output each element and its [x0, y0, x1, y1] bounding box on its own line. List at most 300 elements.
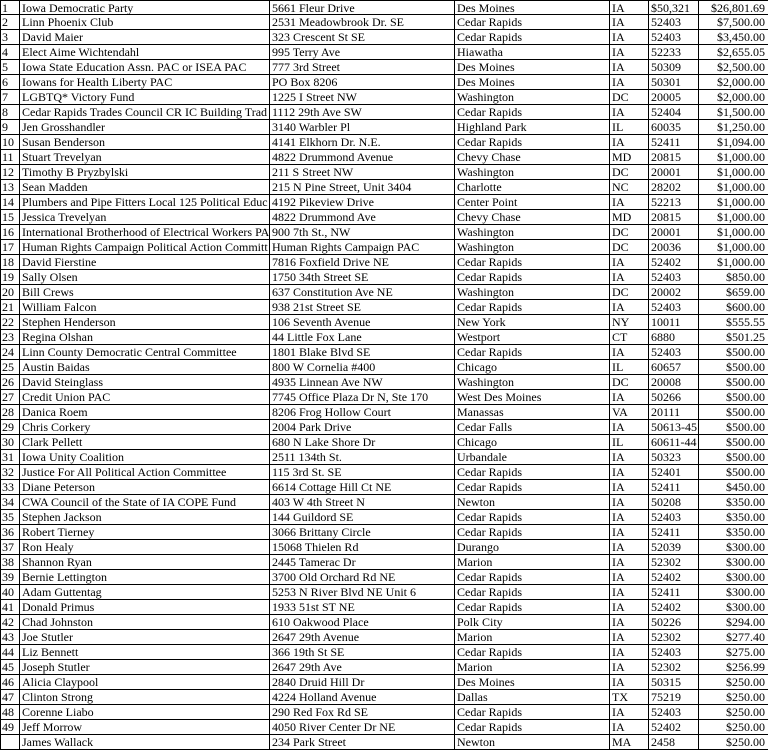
address-cell[interactable]: 1750 34th Street SE	[270, 270, 455, 285]
contributor-name-cell[interactable]: Susan Benderson	[20, 135, 270, 150]
amount-cell[interactable]: $500.00	[699, 345, 768, 360]
address-cell[interactable]: 4822 Drummond Avenue	[270, 150, 455, 165]
city-cell[interactable]: Cedar Rapids	[455, 570, 610, 585]
address-cell[interactable]: 211 S Street NW	[270, 165, 455, 180]
contributor-name-cell[interactable]: Stephen Henderson	[20, 315, 270, 330]
city-cell[interactable]: Des Moines	[455, 75, 610, 90]
state-cell[interactable]: IA	[610, 720, 649, 735]
amount-cell[interactable]: $1,000.00	[699, 150, 768, 165]
address-cell[interactable]: 6614 Cottage Hill Ct NE	[270, 480, 455, 495]
contributor-name-cell[interactable]: Sean Madden	[20, 180, 270, 195]
city-cell[interactable]: Cedar Rapids	[455, 345, 610, 360]
zip-cell[interactable]: 52403	[649, 270, 699, 285]
row-number-cell[interactable]: 6	[0, 75, 20, 90]
state-cell[interactable]: NC	[610, 180, 649, 195]
contributor-name-cell[interactable]: David Maier	[20, 30, 270, 45]
row-number-cell[interactable]: 47	[0, 690, 20, 705]
row-number-cell[interactable]	[0, 735, 20, 750]
amount-cell[interactable]: $1,500.00	[699, 105, 768, 120]
amount-cell[interactable]: $1,000.00	[699, 195, 768, 210]
zip-cell[interactable]: 52403	[649, 345, 699, 360]
address-cell[interactable]: 1933 51st ST NE	[270, 600, 455, 615]
row-number-cell[interactable]: 28	[0, 405, 20, 420]
state-cell[interactable]: IA	[610, 195, 649, 210]
amount-cell[interactable]: $300.00	[699, 600, 768, 615]
amount-cell[interactable]: $1,000.00	[699, 255, 768, 270]
address-cell[interactable]: 323 Crescent St SE	[270, 30, 455, 45]
address-cell[interactable]: 2445 Tamerac Dr	[270, 555, 455, 570]
row-number-cell[interactable]: 42	[0, 615, 20, 630]
contributor-name-cell[interactable]: Chris Corkery	[20, 420, 270, 435]
city-cell[interactable]: Cedar Falls	[455, 420, 610, 435]
zip-cell[interactable]: 52403	[649, 15, 699, 30]
address-cell[interactable]: 900 7th St., NW	[270, 225, 455, 240]
amount-cell[interactable]: $1,000.00	[699, 165, 768, 180]
city-cell[interactable]: Marion	[455, 660, 610, 675]
zip-cell[interactable]: 52302	[649, 555, 699, 570]
row-number-cell[interactable]: 18	[0, 255, 20, 270]
contributor-name-cell[interactable]: William Falcon	[20, 300, 270, 315]
amount-cell[interactable]: $275.00	[699, 645, 768, 660]
zip-cell[interactable]: 52402	[649, 720, 699, 735]
zip-cell[interactable]: 52411	[649, 585, 699, 600]
row-number-cell[interactable]: 31	[0, 450, 20, 465]
state-cell[interactable]: IA	[610, 270, 649, 285]
amount-cell[interactable]: $555.55	[699, 315, 768, 330]
row-number-cell[interactable]: 1	[0, 0, 20, 15]
amount-cell[interactable]: $500.00	[699, 465, 768, 480]
state-cell[interactable]: IA	[610, 555, 649, 570]
contributor-name-cell[interactable]: LGBTQ* Victory Fund	[20, 90, 270, 105]
address-cell[interactable]: 234 Park Street	[270, 735, 455, 750]
city-cell[interactable]: Marion	[455, 555, 610, 570]
zip-cell[interactable]: 52404	[649, 105, 699, 120]
amount-cell[interactable]: $1,250.00	[699, 120, 768, 135]
city-cell[interactable]: Washington	[455, 240, 610, 255]
amount-cell[interactable]: $250.00	[699, 690, 768, 705]
contributor-name-cell[interactable]: Iowans for Health Liberty PAC	[20, 75, 270, 90]
city-cell[interactable]: Urbandale	[455, 450, 610, 465]
city-cell[interactable]: Marion	[455, 630, 610, 645]
city-cell[interactable]: Durango	[455, 540, 610, 555]
contributor-name-cell[interactable]: Credit Union PAC	[20, 390, 270, 405]
contributor-name-cell[interactable]: David Fierstine	[20, 255, 270, 270]
state-cell[interactable]: IA	[610, 255, 649, 270]
amount-cell[interactable]: $2,000.00	[699, 90, 768, 105]
address-cell[interactable]: 115 3rd St. SE	[270, 465, 455, 480]
zip-cell[interactable]: 52402	[649, 600, 699, 615]
state-cell[interactable]: DC	[610, 375, 649, 390]
address-cell[interactable]: 1225 I Street NW	[270, 90, 455, 105]
contributor-name-cell[interactable]: Chad Johnston	[20, 615, 270, 630]
row-number-cell[interactable]: 22	[0, 315, 20, 330]
zip-cell[interactable]: 6880	[649, 330, 699, 345]
address-cell[interactable]: 4935 Linnean Ave NW	[270, 375, 455, 390]
amount-cell[interactable]: $1,000.00	[699, 210, 768, 225]
state-cell[interactable]: MD	[610, 210, 649, 225]
zip-cell[interactable]: 52403	[649, 705, 699, 720]
state-cell[interactable]: IA	[610, 60, 649, 75]
amount-cell[interactable]: $850.00	[699, 270, 768, 285]
state-cell[interactable]: DC	[610, 240, 649, 255]
address-cell[interactable]: 610 Oakwood Place	[270, 615, 455, 630]
address-cell[interactable]: 637 Constitution Ave NE	[270, 285, 455, 300]
zip-cell[interactable]: 10011	[649, 315, 699, 330]
zip-cell[interactable]: $50,321	[649, 0, 699, 15]
amount-cell[interactable]: $250.00	[699, 720, 768, 735]
contributor-name-cell[interactable]: Bill Crews	[20, 285, 270, 300]
state-cell[interactable]: IA	[610, 480, 649, 495]
city-cell[interactable]: Chicago	[455, 435, 610, 450]
zip-cell[interactable]: 52403	[649, 645, 699, 660]
state-cell[interactable]: IA	[610, 600, 649, 615]
zip-cell[interactable]: 52402	[649, 570, 699, 585]
address-cell[interactable]: 3066 Brittany Circle	[270, 525, 455, 540]
state-cell[interactable]: IA	[610, 705, 649, 720]
city-cell[interactable]: Des Moines	[455, 675, 610, 690]
address-cell[interactable]: 2840 Druid Hill Dr	[270, 675, 455, 690]
zip-cell[interactable]: 50208	[649, 495, 699, 510]
amount-cell[interactable]: $1,000.00	[699, 240, 768, 255]
contributor-name-cell[interactable]: Adam Guttentag	[20, 585, 270, 600]
city-cell[interactable]: Des Moines	[455, 60, 610, 75]
state-cell[interactable]: DC	[610, 90, 649, 105]
city-cell[interactable]: Cedar Rapids	[455, 135, 610, 150]
state-cell[interactable]: IA	[610, 525, 649, 540]
address-cell[interactable]: 5253 N River Blvd NE Unit 6	[270, 585, 455, 600]
zip-cell[interactable]: 2458	[649, 735, 699, 750]
city-cell[interactable]: Dallas	[455, 690, 610, 705]
row-number-cell[interactable]: 4	[0, 45, 20, 60]
zip-cell[interactable]: 52401	[649, 465, 699, 480]
amount-cell[interactable]: $300.00	[699, 570, 768, 585]
state-cell[interactable]: CT	[610, 330, 649, 345]
address-cell[interactable]: 5661 Fleur Drive	[270, 0, 455, 15]
amount-cell[interactable]: $250.00	[699, 705, 768, 720]
state-cell[interactable]: MA	[610, 735, 649, 750]
address-cell[interactable]: 15068 Thielen Rd	[270, 540, 455, 555]
city-cell[interactable]: Cedar Rapids	[455, 645, 610, 660]
row-number-cell[interactable]: 38	[0, 555, 20, 570]
contributor-name-cell[interactable]: James Wallack	[20, 735, 270, 750]
amount-cell[interactable]: $500.00	[699, 420, 768, 435]
amount-cell[interactable]: $500.00	[699, 375, 768, 390]
amount-cell[interactable]: $277.40	[699, 630, 768, 645]
row-number-cell[interactable]: 8	[0, 105, 20, 120]
state-cell[interactable]: IA	[610, 660, 649, 675]
city-cell[interactable]: Cedar Rapids	[455, 300, 610, 315]
row-number-cell[interactable]: 26	[0, 375, 20, 390]
amount-cell[interactable]: $500.00	[699, 435, 768, 450]
city-cell[interactable]: Cedar Rapids	[455, 105, 610, 120]
contributor-name-cell[interactable]: Diane Peterson	[20, 480, 270, 495]
state-cell[interactable]: IA	[610, 420, 649, 435]
row-number-cell[interactable]: 29	[0, 420, 20, 435]
state-cell[interactable]: TX	[610, 690, 649, 705]
contributor-name-cell[interactable]: Robert Tierney	[20, 525, 270, 540]
row-number-cell[interactable]: 7	[0, 90, 20, 105]
city-cell[interactable]: Chevy Chase	[455, 150, 610, 165]
address-cell[interactable]: 144 Guildord SE	[270, 510, 455, 525]
city-cell[interactable]: Cedar Rapids	[455, 705, 610, 720]
amount-cell[interactable]: $500.00	[699, 405, 768, 420]
contributor-name-cell[interactable]: Human Rights Campaign Political Action Committ	[20, 240, 270, 255]
address-cell[interactable]: 4192 Pikeview Drive	[270, 195, 455, 210]
state-cell[interactable]: IA	[610, 105, 649, 120]
zip-cell[interactable]: 52403	[649, 30, 699, 45]
row-number-cell[interactable]: 2	[0, 15, 20, 30]
row-number-cell[interactable]: 20	[0, 285, 20, 300]
amount-cell[interactable]: $501.25	[699, 330, 768, 345]
contributor-name-cell[interactable]: Donald Primus	[20, 600, 270, 615]
city-cell[interactable]: Westport	[455, 330, 610, 345]
row-number-cell[interactable]: 16	[0, 225, 20, 240]
city-cell[interactable]: Charlotte	[455, 180, 610, 195]
state-cell[interactable]: IA	[610, 645, 649, 660]
contributor-name-cell[interactable]: Jessica Trevelyan	[20, 210, 270, 225]
amount-cell[interactable]: $500.00	[699, 360, 768, 375]
row-number-cell[interactable]: 3	[0, 30, 20, 45]
row-number-cell[interactable]: 35	[0, 510, 20, 525]
address-cell[interactable]: Human Rights Campaign PAC	[270, 240, 455, 255]
zip-cell[interactable]: 50613-45	[651, 420, 697, 434]
amount-cell[interactable]: $3,450.00	[699, 30, 768, 45]
state-cell[interactable]: VA	[610, 405, 649, 420]
address-cell[interactable]: 4141 Elkhorn Dr. N.E.	[270, 135, 455, 150]
zip-cell[interactable]: 52039	[649, 540, 699, 555]
row-number-cell[interactable]: 21	[0, 300, 20, 315]
amount-cell[interactable]: $256.99	[699, 660, 768, 675]
contributor-name-cell[interactable]: Stuart Trevelyan	[20, 150, 270, 165]
row-number-cell[interactable]: 37	[0, 540, 20, 555]
address-cell[interactable]: 4224 Holland Avenue	[270, 690, 455, 705]
zip-cell[interactable]: 20111	[649, 405, 699, 420]
amount-cell[interactable]: $26,801.69	[699, 0, 768, 15]
amount-cell[interactable]: $300.00	[699, 540, 768, 555]
contributor-name-cell[interactable]: Linn County Democratic Central Committee	[20, 345, 270, 360]
amount-cell[interactable]: $350.00	[699, 495, 768, 510]
zip-cell[interactable]: 52302	[649, 630, 699, 645]
row-number-cell[interactable]: 30	[0, 435, 20, 450]
contributor-name-cell[interactable]: Justice For All Political Action Committee	[20, 465, 270, 480]
zip-cell[interactable]: 52411	[649, 135, 699, 150]
row-number-cell[interactable]: 33	[0, 480, 20, 495]
address-cell[interactable]: 290 Red Fox Rd SE	[270, 705, 455, 720]
zip-cell[interactable]: 52403	[649, 300, 699, 315]
zip-cell[interactable]: 60657	[649, 360, 699, 375]
amount-cell[interactable]: $7,500.00	[699, 15, 768, 30]
contributor-name-cell[interactable]: Iowa Unity Coalition	[20, 450, 270, 465]
city-cell[interactable]: Cedar Rapids	[455, 270, 610, 285]
address-cell[interactable]: PO Box 8206	[270, 75, 455, 90]
city-cell[interactable]: Washington	[455, 90, 610, 105]
city-cell[interactable]: Chevy Chase	[455, 210, 610, 225]
contributor-name-cell[interactable]: Alicia Claypool	[20, 675, 270, 690]
row-number-cell[interactable]: 34	[0, 495, 20, 510]
row-number-cell[interactable]: 39	[0, 570, 20, 585]
contributor-name-cell[interactable]: Bernie Lettington	[20, 570, 270, 585]
row-number-cell[interactable]: 32	[0, 465, 20, 480]
address-cell[interactable]: 680 N Lake Shore Dr	[270, 435, 455, 450]
address-cell[interactable]: 3140 Warbler Pl	[270, 120, 455, 135]
zip-cell[interactable]: 20002	[649, 285, 699, 300]
zip-cell[interactable]: 20815	[649, 210, 699, 225]
contributor-name-cell[interactable]: Danica Roem	[20, 405, 270, 420]
zip-cell[interactable]: 52411	[649, 480, 699, 495]
row-number-cell[interactable]: 48	[0, 705, 20, 720]
zip-cell[interactable]: 60035	[649, 120, 699, 135]
row-number-cell[interactable]: 45	[0, 660, 20, 675]
row-number-cell[interactable]: 10	[0, 135, 20, 150]
row-number-cell[interactable]: 40	[0, 585, 20, 600]
contributor-name-cell[interactable]: Shannon Ryan	[20, 555, 270, 570]
contributor-name-cell[interactable]: Clinton Strong	[20, 690, 270, 705]
contributor-name-cell[interactable]: Iowa State Education Assn. PAC or ISEA PAC	[20, 60, 270, 75]
state-cell[interactable]: NY	[610, 315, 649, 330]
state-cell[interactable]: IA	[610, 30, 649, 45]
city-cell[interactable]: West Des Moines	[455, 390, 610, 405]
amount-cell[interactable]: $2,000.00	[699, 75, 768, 90]
row-number-cell[interactable]: 49	[0, 720, 20, 735]
amount-cell[interactable]: $250.00	[699, 675, 768, 690]
state-cell[interactable]: IA	[610, 0, 649, 15]
city-cell[interactable]: Cedar Rapids	[455, 15, 610, 30]
state-cell[interactable]: IA	[610, 345, 649, 360]
city-cell[interactable]: Cedar Rapids	[455, 30, 610, 45]
city-cell[interactable]: Cedar Rapids	[455, 255, 610, 270]
contributor-name-cell[interactable]: Regina Olshan	[20, 330, 270, 345]
state-cell[interactable]: IA	[610, 45, 649, 60]
zip-cell[interactable]: 20001	[649, 165, 699, 180]
address-cell[interactable]: 8206 Frog Hollow Court	[270, 405, 455, 420]
amount-cell[interactable]: $294.00	[699, 615, 768, 630]
amount-cell[interactable]: $300.00	[699, 555, 768, 570]
city-cell[interactable]: New York	[455, 315, 610, 330]
city-cell[interactable]: Center Point	[455, 195, 610, 210]
zip-cell[interactable]: 20005	[649, 90, 699, 105]
state-cell[interactable]: IA	[610, 630, 649, 645]
address-cell[interactable]: 4050 River Center Dr NE	[270, 720, 455, 735]
amount-cell[interactable]: $500.00	[699, 390, 768, 405]
city-cell[interactable]: Newton	[455, 735, 610, 750]
zip-cell[interactable]: 52402	[649, 255, 699, 270]
zip-cell[interactable]: 50323	[649, 450, 699, 465]
address-cell[interactable]: 403 W 4th Street N	[270, 495, 455, 510]
address-cell[interactable]: 2004 Park Drive	[270, 420, 455, 435]
state-cell[interactable]: IL	[610, 435, 649, 450]
state-cell[interactable]: IA	[610, 570, 649, 585]
address-cell[interactable]: 366 19th St SE	[270, 645, 455, 660]
state-cell[interactable]: IA	[610, 510, 649, 525]
state-cell[interactable]: DC	[610, 285, 649, 300]
state-cell[interactable]: IA	[610, 465, 649, 480]
address-cell[interactable]: 7816 Foxfield Drive NE	[270, 255, 455, 270]
zip-cell[interactable]: 20036	[649, 240, 699, 255]
zip-cell[interactable]: 50301	[649, 75, 699, 90]
state-cell[interactable]: IA	[610, 585, 649, 600]
address-cell[interactable]: 215 N Pine Street, Unit 3404	[270, 180, 455, 195]
contributor-name-cell[interactable]: Stephen Jackson	[20, 510, 270, 525]
city-cell[interactable]: Cedar Rapids	[455, 720, 610, 735]
row-number-cell[interactable]: 41	[0, 600, 20, 615]
row-number-cell[interactable]: 14	[0, 195, 20, 210]
row-number-cell[interactable]: 24	[0, 345, 20, 360]
address-cell[interactable]: 2531 Meadowbrook Dr. SE	[270, 15, 455, 30]
state-cell[interactable]: IA	[610, 450, 649, 465]
row-number-cell[interactable]: 23	[0, 330, 20, 345]
city-cell[interactable]: Washington	[455, 285, 610, 300]
state-cell[interactable]: IA	[610, 540, 649, 555]
address-cell[interactable]: 2511 134th St.	[270, 450, 455, 465]
city-cell[interactable]: Newton	[455, 495, 610, 510]
row-number-cell[interactable]: 19	[0, 270, 20, 285]
address-cell[interactable]: 44 Little Fox Lane	[270, 330, 455, 345]
address-cell[interactable]: 7745 Office Plaza Dr N, Ste 170	[270, 390, 455, 405]
contributor-name-cell[interactable]: Liz Bennett	[20, 645, 270, 660]
zip-cell[interactable]: 20815	[649, 150, 699, 165]
city-cell[interactable]: Washington	[455, 225, 610, 240]
contributor-name-cell[interactable]: Ron Healy	[20, 540, 270, 555]
contributor-name-cell[interactable]: Jen Grosshandler	[20, 120, 270, 135]
state-cell[interactable]: IA	[610, 675, 649, 690]
contributor-name-cell[interactable]: Plumbers and Pipe Fitters Local 125 Political Educ	[20, 195, 270, 210]
contributor-name-cell[interactable]: Iowa Democratic Party	[20, 0, 270, 15]
address-cell[interactable]: 1112 29th Ave SW	[270, 105, 455, 120]
amount-cell[interactable]: $659.00	[699, 285, 768, 300]
contributor-name-cell[interactable]: Sally Olsen	[20, 270, 270, 285]
amount-cell[interactable]: $2,655.05	[699, 45, 768, 60]
contributor-name-cell[interactable]: David Steinglass	[20, 375, 270, 390]
row-number-cell[interactable]: 17	[0, 240, 20, 255]
amount-cell[interactable]: $600.00	[699, 300, 768, 315]
city-cell[interactable]: Washington	[455, 165, 610, 180]
address-cell[interactable]: 106 Seventh Avenue	[270, 315, 455, 330]
row-number-cell[interactable]: 27	[0, 390, 20, 405]
row-number-cell[interactable]: 15	[0, 210, 20, 225]
contributor-name-cell[interactable]: Clark Pellett	[20, 435, 270, 450]
zip-cell[interactable]: 60611-44	[649, 435, 699, 450]
zip-cell[interactable]: 50266	[649, 390, 699, 405]
row-number-cell[interactable]: 25	[0, 360, 20, 375]
address-cell[interactable]: 800 W Cornelia #400	[270, 360, 455, 375]
city-cell[interactable]: Cedar Rapids	[455, 600, 610, 615]
state-cell[interactable]: IA	[610, 15, 649, 30]
contributor-name-cell[interactable]: Joseph Stutler	[20, 660, 270, 675]
state-cell[interactable]: IL	[610, 360, 649, 375]
zip-cell[interactable]: 50315	[649, 675, 699, 690]
address-cell[interactable]: 2647 29th Ave	[270, 660, 455, 675]
contributor-name-cell[interactable]: Jeff Morrow	[20, 720, 270, 735]
state-cell[interactable]: IA	[610, 615, 649, 630]
state-cell[interactable]: IA	[610, 300, 649, 315]
zip-cell[interactable]: 52213	[649, 195, 699, 210]
address-cell[interactable]: 3700 Old Orchard Rd NE	[270, 570, 455, 585]
zip-cell[interactable]: 52302	[649, 660, 699, 675]
state-cell[interactable]: IA	[610, 390, 649, 405]
row-number-cell[interactable]: 36	[0, 525, 20, 540]
row-number-cell[interactable]: 9	[0, 120, 20, 135]
zip-cell[interactable]: 28202	[649, 180, 699, 195]
contributor-name-cell[interactable]: Timothy B Pryzbylski	[20, 165, 270, 180]
address-cell[interactable]: 995 Terry Ave	[270, 45, 455, 60]
zip-cell[interactable]: 50309	[649, 60, 699, 75]
city-cell[interactable]: Cedar Rapids	[455, 585, 610, 600]
amount-cell[interactable]: $300.00	[699, 585, 768, 600]
amount-cell[interactable]: $1,000.00	[699, 225, 768, 240]
state-cell[interactable]: MD	[610, 150, 649, 165]
zip-cell[interactable]: 20001	[649, 225, 699, 240]
contributor-name-cell[interactable]: Cedar Rapids Trades Council CR IC Building Trad	[20, 105, 270, 120]
